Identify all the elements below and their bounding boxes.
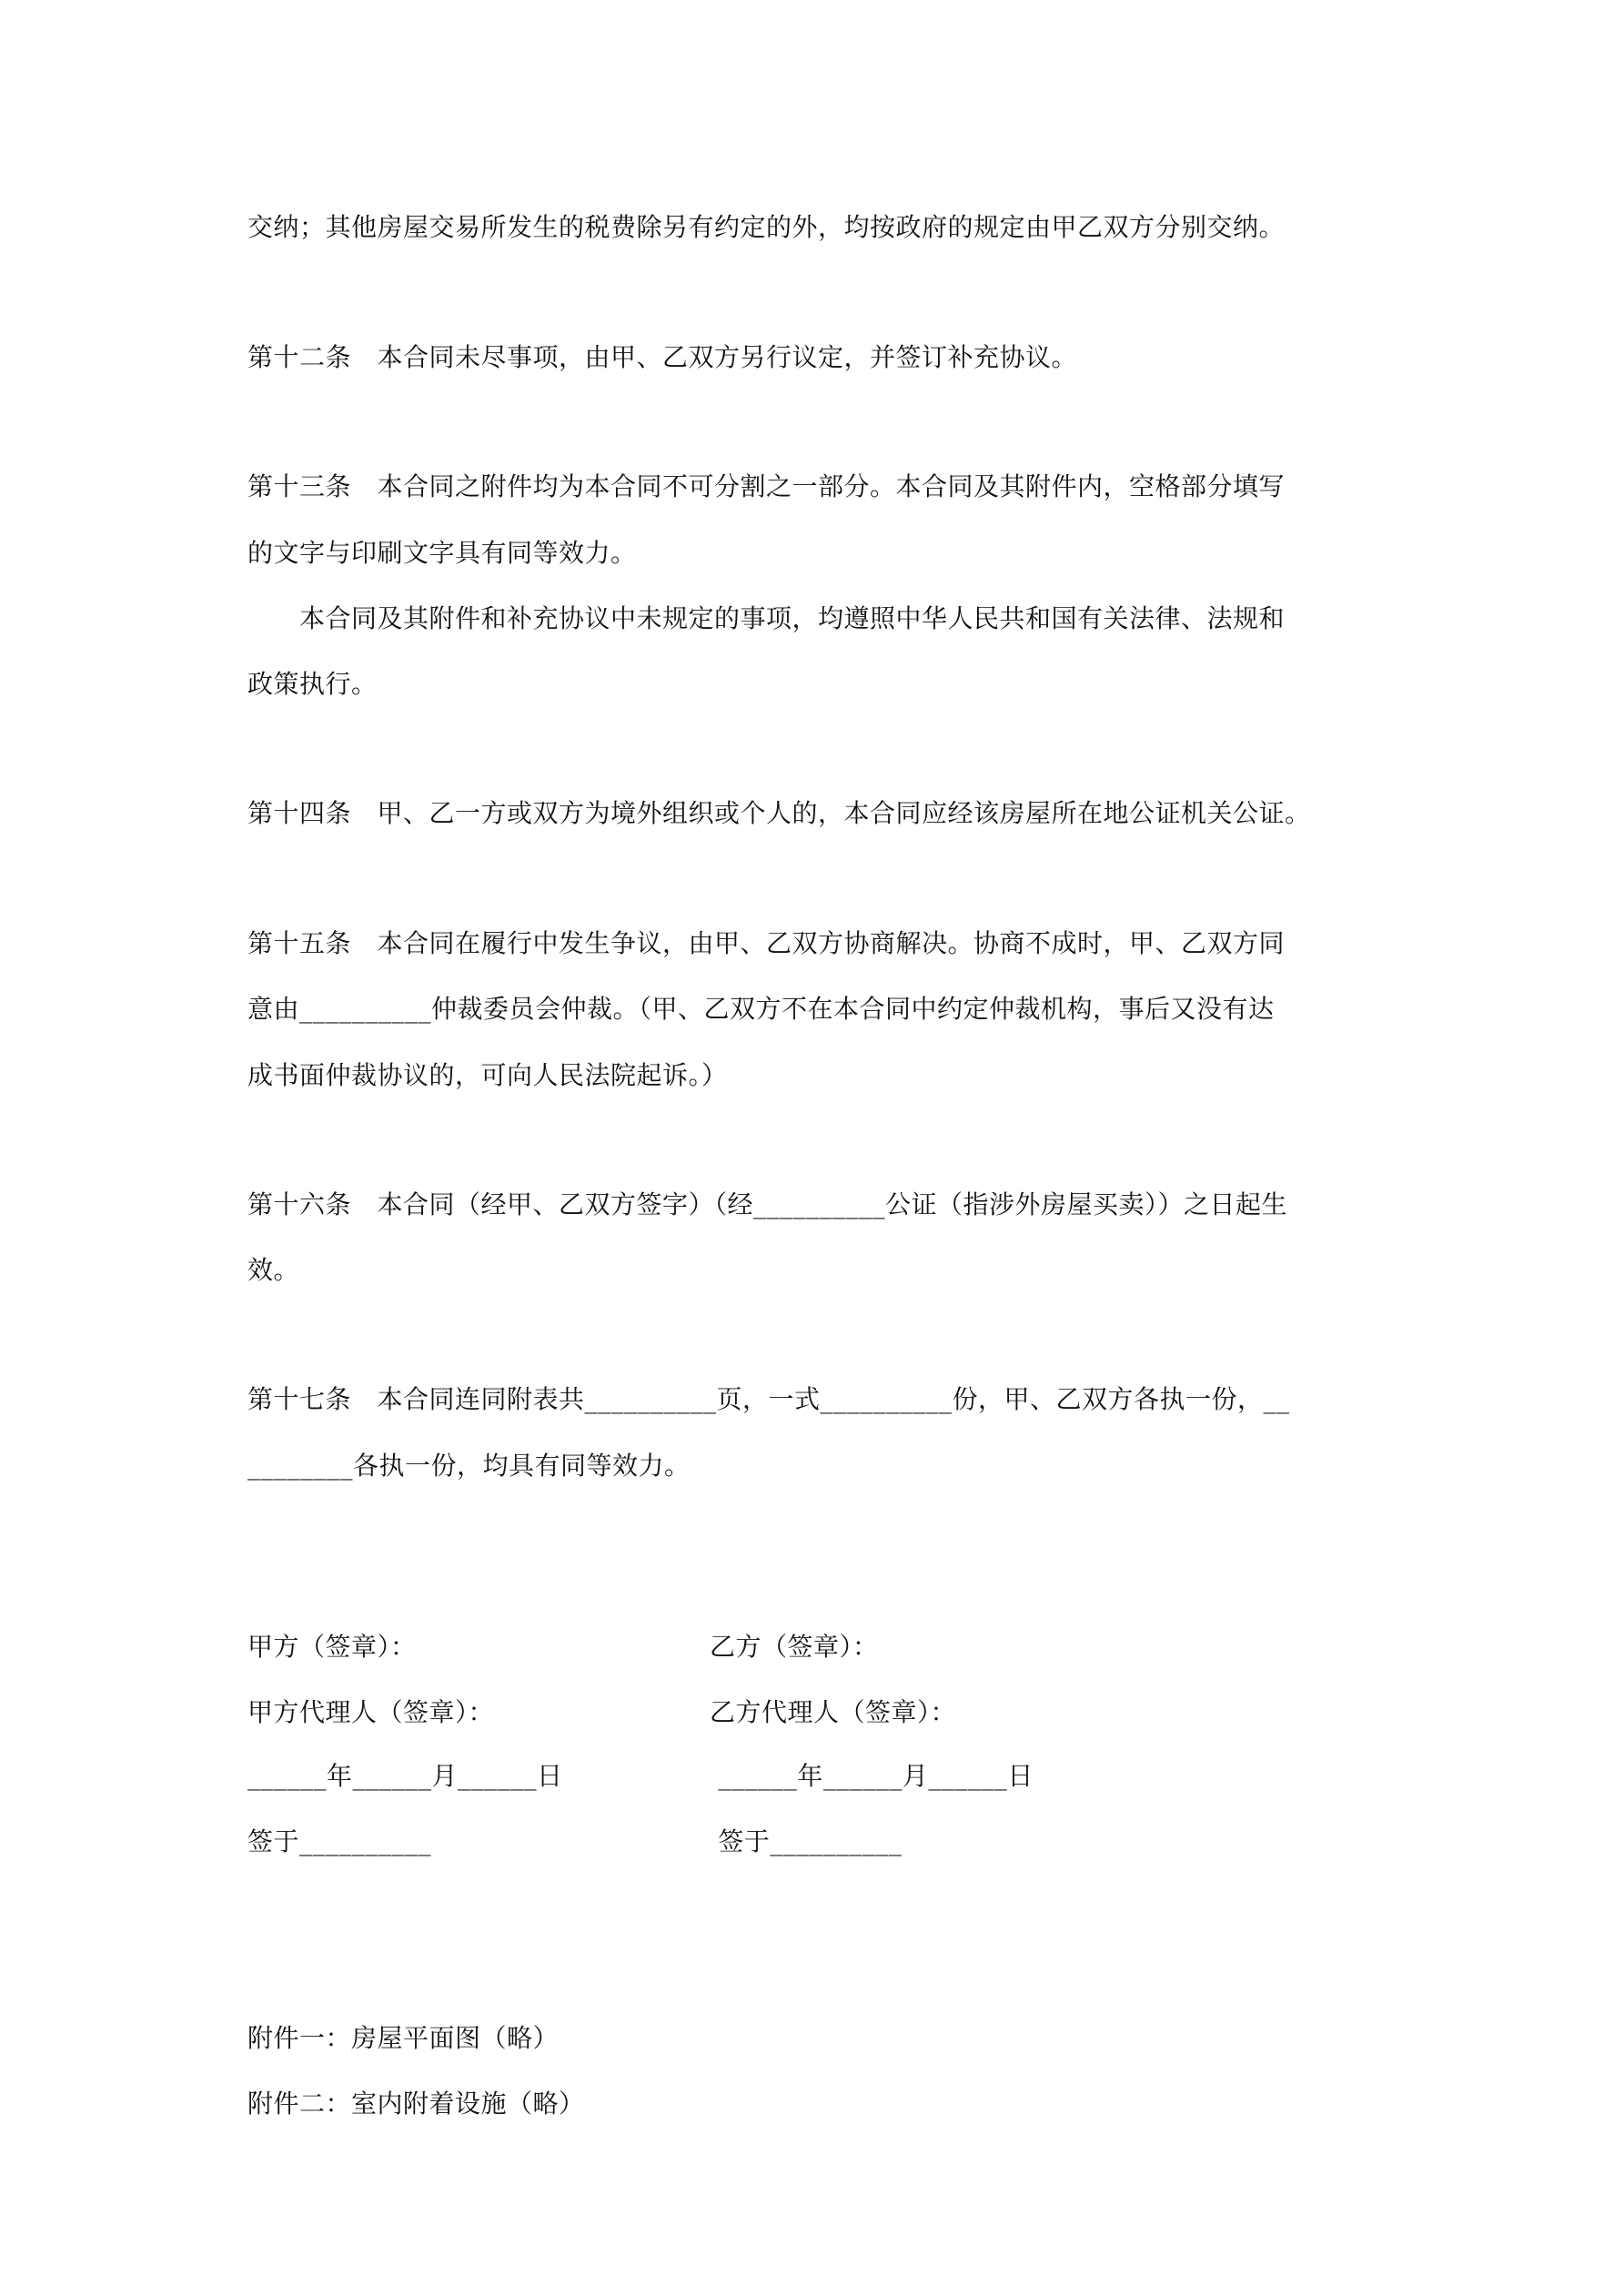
party-a-seal: 甲方（签章）： (247, 1632, 417, 1662)
clause-11-tail: 交纳；其他房屋交易所发生的税费除另有约定的外，均按政府的规定由甲乙双方分别交纳。 (247, 212, 1286, 242)
clause-17-line-2: ________各执一份，均具有同等效力。 (247, 1451, 691, 1481)
clause-13-paragraph-2-line-1: 本合同及其附件和补充协议中未规定的事项，均遵照中华人民共和国有关法律、法规和 (247, 603, 1286, 633)
clause-16-line-2: 效。 (247, 1255, 300, 1285)
clause-15-line-2: 意由__________仲裁委员会仲裁。（甲、乙双方不在本合同中约定仲裁机构，事后又没有达 (247, 994, 1275, 1024)
party-b-agent-seal: 乙方代理人（签章）： (710, 1697, 957, 1727)
party-a-signed-at: 签于__________ (247, 1826, 432, 1856)
clause-15-line-3: 成书面仲裁协议的，可向人民法院起诉。） (247, 1060, 728, 1090)
party-a-date: ______年______月______日 (247, 1761, 563, 1791)
clause-14: 第十四条 甲、乙一方或双方为境外组织或个人的，本合同应经该房屋所在地公证机关公证。 (247, 798, 1311, 828)
clause-13-paragraph-2-line-2: 政策执行。 (247, 669, 378, 699)
party-b-seal: 乙方（签章）： (710, 1632, 879, 1662)
attachment-2: 附件二：室内附着设施（略） (247, 2089, 585, 2119)
party-b-date: ______年______月______日 (710, 1761, 1034, 1791)
clause-16-line-1: 第十六条 本合同（经甲、乙双方签字）（经__________公证（指涉外房屋买卖））之日起生 (247, 1189, 1288, 1219)
clause-15-line-1: 第十五条 本合同在履行中发生争议，由甲、乙双方协商解决。协商不成时，甲、乙双方同 (247, 928, 1286, 958)
clause-13-line-1: 第十三条 本合同之附件均为本合同不可分割之一部分。本合同及其附件内，空格部分填写 (247, 471, 1286, 501)
party-a-agent-seal: 甲方代理人（签章）： (247, 1697, 495, 1727)
clause-13-line-2: 的文字与印刷文字具有同等效力。 (247, 538, 637, 568)
clause-12: 第十二条 本合同未尽事项，由甲、乙双方另行议定，并签订补充协议。 (247, 342, 1078, 372)
clause-17-line-1: 第十七条 本合同连同附表共__________页，一式__________份，甲、乙双方各执一份，__ (247, 1384, 1290, 1414)
party-b-signed-at: 签于__________ (710, 1826, 903, 1856)
attachment-1: 附件一：房屋平面图（略） (247, 2023, 560, 2053)
